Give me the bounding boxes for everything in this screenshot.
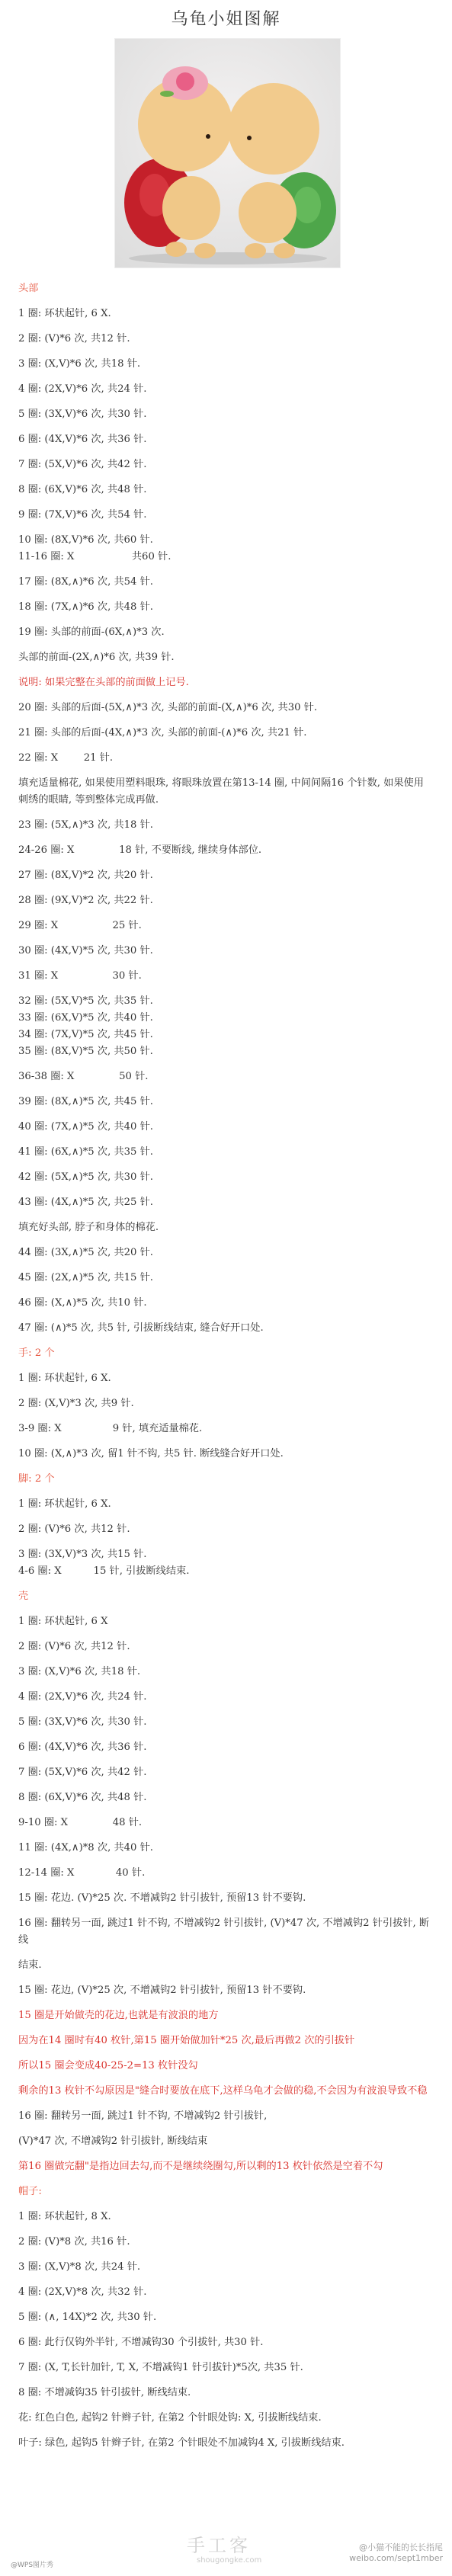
instruction-line: 24-26 圈: X 18 针, 不要断线, 继续身体部位. [18,844,262,856]
instruction-line: 42 圈: (5X,∧)*5 次, 共30 针. [18,1171,153,1183]
instruction-line: 44 圈: (3X,∧)*5 次, 共20 针. [18,1247,153,1258]
instruction-line: 2 圈: (V)*6 次, 共12 针. [18,1641,130,1652]
instruction-line: 28 圈: (9X,V)*2 次, 共22 针. [18,895,153,906]
instruction-line: 39 圈: (8X,∧)*5 次, 共45 针. [18,1096,153,1107]
note-line: 15 圈是开始做壳的花边,也就是有波浪的地方 [18,2010,219,2021]
pattern-text [18,280,434,2452]
instruction-line: 3 圈: (X,V)*6 次, 共18 针. [18,358,141,370]
footer-credit-left: @WPS图片秀 [11,2562,54,2569]
note-line: 因为在14 圈时有40 枚针,第15 圈开始做加针*25 次,最后再做2 次的引拔针 [18,2035,355,2046]
instruction-line: 33 圈: (6X,V)*5 次, 共40 针. [18,1012,153,1024]
instruction-line: 1 圈: 环状起针, 6 X. [18,1373,111,1384]
instruction-line: 43 圈: (4X,∧)*5 次, 共25 针. [18,1197,153,1208]
instruction-line: 6 圈: (4X,V)*6 次, 共36 针. [18,434,147,445]
instruction-line: 5 圈: (3X,V)*6 次, 共30 针. [18,1716,147,1728]
instruction-line: 头部的前面-(2X,∧)*6 次, 共39 针. [18,652,175,663]
note-line: 所以15 圈会变成40-25-2=13 枚针没勾 [18,2060,198,2071]
instruction-line: 8 圈: (6X,V)*6 次, 共48 针. [18,1792,147,1803]
instruction-line: 15 圈: 花边, (V)*25 次, 不增减钩2 针引拔针, 预留13 针不要钩. [18,1985,306,1996]
instruction-line: 19 圈: 头部的前面-(6X,∧)*3 次. [18,626,165,638]
instruction-line: 填充适量棉花, 如果使用塑料眼珠, 将眼珠放置在第13-14 圈, 中间间隔16 个针数, 如果使用刺绣的眼睛, 等到整体完成再做. [18,777,424,806]
instruction-line: 11-16 圈: X 共60 针. [18,551,172,562]
instruction-line: 46 圈: (X,∧)*5 次, 共10 针. [18,1297,147,1309]
instruction-line: 45 圈: (2X,∧)*5 次, 共15 针. [18,1272,153,1283]
instruction-line: 7 圈: (X, T,长针加针, T, X, 不增减钩1 针引拔针)*5次, 共35 针. [18,2362,303,2373]
instruction-line: 27 圈: (8X,V)*2 次, 共20 针. [18,870,153,881]
instruction-line: 7 圈: (5X,V)*6 次, 共42 针. [18,1767,147,1778]
instruction-line: 18 圈: (7X,∧)*6 次, 共48 针. [18,601,153,613]
instruction-line: 花: 红色白色, 起钩2 针辫子针, 在第2 个针眼处钩: X, 引拔断线结束. [18,2412,322,2424]
note-line: 剩余的13 枚针不勾原因是"缝合时要放在底下,这样乌龟才会做的稳,不会因为有波浪导致不稳 [18,2085,428,2097]
instruction-line: 6 圈: 此行仅钩外半针, 不增减钩30 个引拔针, 共30 针. [18,2337,264,2348]
instruction-line: 9-10 圈: X 48 针. [18,1817,143,1828]
instruction-line: 5 圈: (3X,V)*6 次, 共30 针. [18,409,147,420]
instruction-line: 35 圈: (8X,V)*5 次, 共50 针. [18,1046,153,1057]
instruction-line: 2 圈: (X,V)*3 次, 共9 针. [18,1398,134,1409]
instruction-line: 47 圈: (∧)*5 次, 共5 针, 引拔断线结束, 缝合好开口处. [18,1322,264,1334]
instruction-line: 1 圈: 环状起针, 6 X. [18,1498,111,1510]
instruction-line: 1 圈: 环状起针, 6 X [18,1616,108,1627]
instruction-line: 4-6 圈: X 15 针, 引拔断线结束. [18,1565,190,1577]
watermark-logo: 手工客 [187,2535,251,2556]
note-line: 第16 圈做完翻"是指边回去勾,而不是继续绕圈勾,所以剩的13 枚针依然是空着不勾 [18,2161,383,2172]
instruction-line: 16 圈: 翻转另一面, 跳过1 针不钩, 不增减钩2 针引拔针, (V)*47 次, 不增减钩2 针引拔针, 断线 [18,1918,430,1946]
instruction-line: 2 圈: (V)*6 次, 共12 针. [18,1523,130,1535]
instruction-line: 36-38 圈: X 50 针. [18,1071,149,1082]
instruction-line: 3 圈: (X,V)*6 次, 共18 针. [18,1666,141,1677]
instruction-line: 7 圈: (5X,V)*6 次, 共42 针. [18,459,147,470]
instruction-line: 23 圈: (5X,∧)*3 次, 共18 针. [18,819,153,831]
instruction-line: 叶子: 绿色, 起钩5 针辫子针, 在第2 个针眼处不加减钩4 X, 引拔断线结束. [18,2437,345,2449]
instruction-line: 29 圈: X 25 针. [18,920,142,931]
instruction-line: 10 圈: (8X,V)*6 次, 共60 针. [18,534,153,546]
section-heading-shell: 壳 [18,1591,29,1602]
instruction-line: 40 圈: (7X,∧)*5 次, 共40 针. [18,1121,153,1133]
section-heading-head: 头部 [18,283,39,294]
turtle-dolls-image [115,39,340,268]
instruction-line: (V)*47 次, 不增减钩2 针引拔针, 断线结束 [18,2135,208,2147]
instruction-line: 30 圈: (4X,V)*5 次, 共30 针. [18,945,153,956]
watermark-url: shougongke.com [197,2556,262,2565]
instruction-line: 34 圈: (7X,V)*5 次, 共45 针. [18,1029,153,1040]
instruction-line: 1 圈: 环状起针, 8 X. [18,2211,111,2222]
instruction-line: 11 圈: (4X,∧)*8 次, 共40 针. [18,1842,153,1854]
instruction-line: 2 圈: (V)*6 次, 共12 针. [18,333,130,344]
instruction-line: 4 圈: (2X,V)*6 次, 共24 针. [18,1691,147,1703]
instruction-line: 3 圈: (3X,V)*3 次, 共15 针. [18,1549,147,1560]
instruction-line: 5 圈: (∧, 14X)*2 次, 共30 针. [18,2312,157,2323]
instruction-line: 16 圈: 翻转另一面, 跳过1 针不钩, 不增减钩2 针引拔针, [18,2110,268,2122]
instruction-line: 21 圈: 头部的后面-(4X,∧)*3 次, 头部的前面-(∧)*6 次, 共21 针. [18,727,307,739]
instruction-line: 结束. [18,1959,42,1971]
page-title: 乌龟小姐图解 [171,10,281,29]
instruction-line: 2 圈: (V)*8 次, 共16 针. [18,2236,130,2248]
instruction-line: 15 圈: 花边. (V)*25 次. 不增减钩2 针引拔针, 预留13 针不要钩. [18,1892,306,1904]
section-heading-feet: 脚: 2 个 [18,1473,55,1485]
instruction-line: 6 圈: (4X,V)*6 次, 共36 针. [18,1741,147,1753]
instruction-line: 8 圈: 不增减钩35 针引拔针, 断线结束. [18,2387,191,2398]
instruction-line: 12-14 圈: X 40 针. [18,1867,146,1879]
instruction-line: 1 圈: 环状起针, 6 X. [18,308,111,319]
instruction-line: 22 圈: X 21 针. [18,752,114,764]
note-line: 说明: 如果完整在头部的前面做上记号. [18,677,189,688]
instruction-line: 20 圈: 头部的后面-(5X,∧)*3 次, 头部的前面-(X,∧)*6 次, 共30 针. [18,702,318,713]
instruction-line: 32 圈: (5X,V)*5 次, 共35 针. [18,995,153,1007]
instruction-line: 41 圈: (6X,∧)*5 次, 共35 针. [18,1146,153,1158]
instruction-line: 17 圈: (8X,∧)*6 次, 共54 针. [18,576,153,588]
instruction-line: 31 圈: X 30 针. [18,970,142,982]
section-heading-hat: 帽子: [18,2186,42,2197]
turtle-photo [114,38,341,268]
section-heading-arms: 手: 2 个 [18,1347,55,1359]
instruction-line: 10 圈: (X,∧)*3 次, 留1 针不钩, 共5 针. 断线缝合好开口处. [18,1448,284,1459]
footer-credit-right: @小猫不能的长长指尾 weibo.com/sept1mber [349,2542,443,2563]
instruction-line: 8 圈: (6X,V)*6 次, 共48 针. [18,484,147,495]
instruction-line: 4 圈: (2X,V)*8 次, 共32 针. [18,2286,147,2298]
instruction-line: 填充好头部, 脖子和身体的棉花. [18,1222,159,1233]
instruction-line: 4 圈: (2X,V)*6 次, 共24 针. [18,383,147,395]
instruction-line: 9 圈: (7X,V)*6 次, 共54 针. [18,509,147,521]
instruction-line: 3-9 圈: X 9 针, 填充适量棉花. [18,1423,203,1434]
instruction-line: 3 圈: (X,V)*8 次, 共24 针. [18,2261,141,2273]
